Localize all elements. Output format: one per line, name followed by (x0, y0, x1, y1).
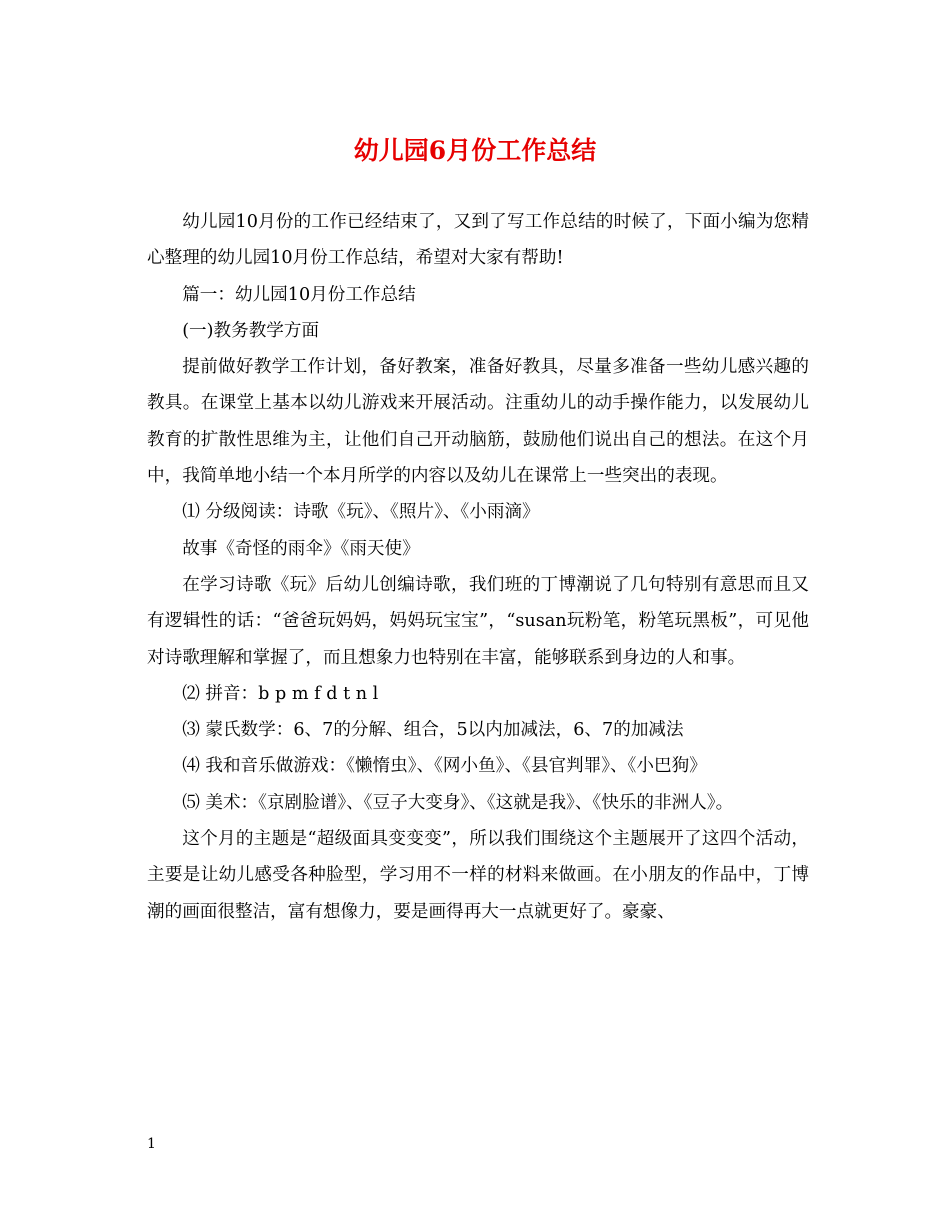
paragraph-reading: ⑴ 分级阅读：诗歌《玩》、《照片》、《小雨滴》 (182, 502, 540, 523)
paragraph-section-heading: 篇一：幼儿园10月份工作总结 (182, 284, 416, 305)
paragraph-stories: 故事《奇怪的雨伞》《雨天使》 (182, 538, 420, 559)
paragraph-poem-story: 在学习诗歌《玩》后幼儿创编诗歌，我们班的丁博潮说了几句特别有意思而且又有逻辑性的话：“爸爸玩妈妈，妈妈玩宝宝”，“susan玩粉笔，粉笔玩黑板”，可见他对诗歌理解和掌握了，而且想象力也特别在丰富，能够联系到身边的人和事。 (147, 574, 809, 668)
document-title: 幼儿园6月份工作总结 (353, 136, 597, 165)
paragraph-pinyin: ⑵ 拼音：b p m f d t n l (182, 683, 379, 704)
paragraph-theme: 这个月的主题是“超级面具变变变”，所以我们围绕这个主题展开了这四个活动，主要是让幼儿感受各种脸型，学习用不一样的材料来做画。在小朋友的作品中，丁博潮的画面很整洁，富有想像力，要是画得再大一点就更好了。豪豪、 (147, 829, 809, 922)
paragraph-music: ⑷ 我和音乐做游戏：《懒惰虫》、《网小鱼》、《县官判罪》、《小巴狗》 (182, 756, 707, 777)
paragraph-intro: 幼儿园10月份的工作已经结束了，又到了写工作总结的时候了，下面小编为您精心整理的幼儿园10月份工作总结，希望对大家有帮助! (147, 212, 809, 269)
page-number: 1 (147, 1136, 156, 1152)
document-body (147, 204, 809, 930)
paragraph-subheading-teaching: (一)教务教学方面 (182, 320, 320, 341)
paragraph-art: ⑸ 美术：《京剧脸谱》、《豆子大变身》、《这就是我》、《快乐的非洲人》。 (182, 792, 734, 813)
paragraph-math: ⑶ 蒙氏数学：6、7的分解、组合，5以内加减法，6、7的加减法 (182, 720, 684, 741)
paragraph-teaching-plan: 提前做好教学工作计划，备好教案，准备好教具，尽量多准备一些幼儿感兴趣的教具。在课堂上基本以幼儿游戏来开展活动。注重幼儿的动手操作能力，以发展幼儿教育的扩散性思维为主，让他们自己开动脑筋，鼓励他们说出自己的想法。在这个月中，我简单地小结一个本月所学的内容以及幼儿在课常上一些突出的表现。 (147, 357, 809, 487)
